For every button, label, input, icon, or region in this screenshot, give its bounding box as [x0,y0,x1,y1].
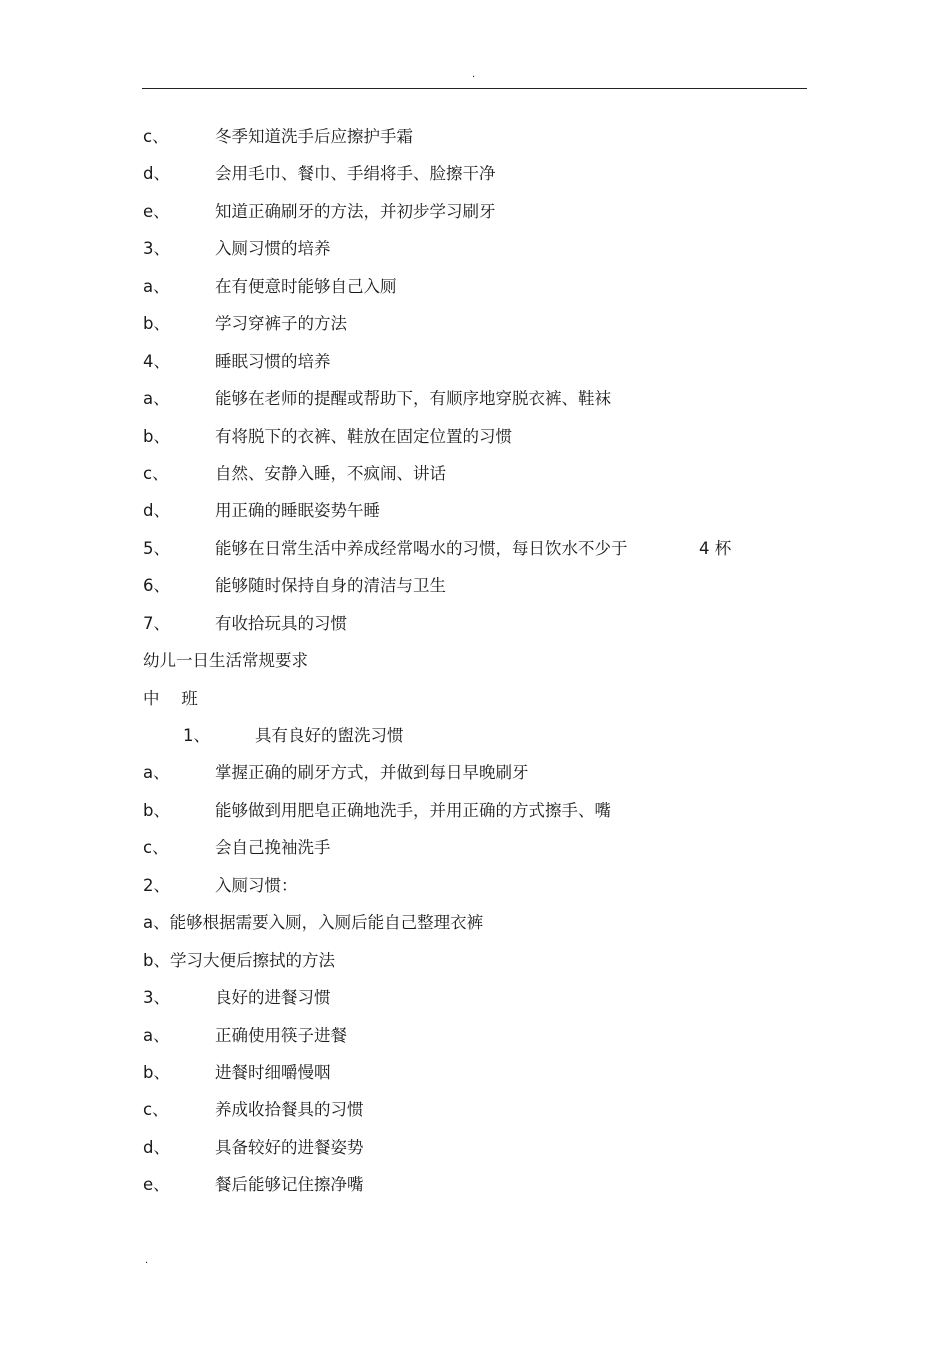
text-line [143,1136,807,1173]
line-text: 能够随时保持自身的清洁与卫生 [215,576,446,596]
text-line [143,687,807,724]
line-text: 在有便意时能够自己入厕 [215,276,397,296]
line-trailing-text: 4 杯 [699,538,732,558]
line-text: b、学习大便后擦拭的方法 [143,950,335,970]
text-line [143,350,807,387]
line-text: 能够在日常生活中养成经常喝水的习惯，每日饮水不少于 [215,538,628,558]
line-text: 知道正确刷牙的方法，并初步学习刷牙 [215,201,496,221]
list-marker: d、 [143,501,170,521]
list-marker: 3、 [143,239,170,259]
list-marker: c、 [143,127,169,146]
text-line [143,1173,807,1210]
line-text: 正确使用筷子进餐 [215,1025,347,1045]
list-marker: b、 [143,314,170,334]
text-line [143,1098,807,1135]
list-marker: a、 [143,389,170,409]
text-line [143,649,807,686]
line-text: 有将脱下的衣裤、鞋放在固定位置的习惯 [215,426,512,446]
line-text: 用正确的睡眠姿势午睡 [215,501,380,521]
text-line [143,836,807,873]
line-text: 能够在老师的提醒或帮助下，有顺序地穿脱衣裤、鞋袜 [215,389,611,409]
line-text: 进餐时细嚼慢咽 [215,1062,331,1082]
document-body [143,125,807,1211]
list-marker: a、 [143,276,170,296]
list-marker: e、 [143,1175,170,1195]
list-marker: 5、 [143,538,170,558]
text-line [143,1061,807,1098]
line-text: 入厕习惯的培养 [215,239,331,259]
list-marker: 1、 [183,726,210,745]
text-line [143,874,807,911]
header-rule [142,88,807,89]
line-text: 会用毛巾、餐巾、手绢将手、脸擦干净 [215,164,496,184]
line-text: a、能够根据需要入厕，入厕后能自己整理衣裤 [143,913,484,933]
list-marker: c、 [143,463,169,483]
text-line [143,275,807,312]
text-line [143,312,807,349]
text-line [143,986,807,1023]
list-marker: d、 [143,164,170,184]
line-text: 幼儿一日生活常规要求 [143,651,308,671]
text-line [143,200,807,237]
list-marker: e、 [143,201,170,221]
text-line [143,462,807,499]
list-marker: 6、 [143,576,170,596]
text-line [143,387,807,424]
line-text: 养成收拾餐具的习惯 [215,1100,364,1120]
line-text: 餐后能够记住擦净嘴 [215,1175,364,1195]
text-line [143,799,807,836]
text-line [143,1024,807,1061]
list-marker: 7、 [143,613,170,633]
line-text: 能够做到用肥皂正确地洗手，并用正确的方式擦手、嘴 [215,800,611,820]
list-marker: c、 [143,838,169,858]
text-line [143,612,807,649]
line-text: 中 班 [143,688,198,708]
list-marker: a、 [143,1025,170,1045]
line-text: 掌握正确的刷牙方式，并做到每日早晚刷牙 [215,763,529,783]
text-line [143,237,807,274]
list-marker: a、 [143,763,170,783]
text-line [143,949,807,986]
list-marker: b、 [143,426,170,446]
list-marker: 4、 [143,351,170,371]
line-text: 学习穿裤子的方法 [215,314,347,334]
text-line [143,537,807,574]
text-line [143,499,807,536]
list-marker: b、 [143,800,170,820]
text-line [143,162,807,199]
footer-mark: . [145,1255,149,1266]
list-marker: b、 [143,1062,170,1082]
line-text: 冬季知道洗手后应擦护手霜 [215,127,413,146]
text-line [143,724,807,761]
text-line [143,125,807,162]
text-line [143,574,807,611]
text-line [143,761,807,798]
line-text: 良好的进餐习惯 [215,988,331,1008]
line-text: 会自己挽袖洗手 [215,838,331,858]
text-line [143,425,807,462]
list-marker: d、 [143,1137,170,1157]
header-mark: . [472,69,476,80]
line-text: 具备较好的进餐姿势 [215,1137,364,1157]
line-text: 具有良好的盥洗习惯 [255,726,404,745]
line-text: 有收拾玩具的习惯 [215,613,347,633]
list-marker: c、 [143,1100,169,1120]
line-text: 自然、安静入睡，不疯闹、讲话 [215,463,446,483]
line-text: 睡眠习惯的培养 [215,351,331,371]
text-line [143,911,807,948]
list-marker: 2、 [143,875,170,895]
list-marker: 3、 [143,988,170,1008]
line-text: 入厕习惯： [215,875,298,895]
